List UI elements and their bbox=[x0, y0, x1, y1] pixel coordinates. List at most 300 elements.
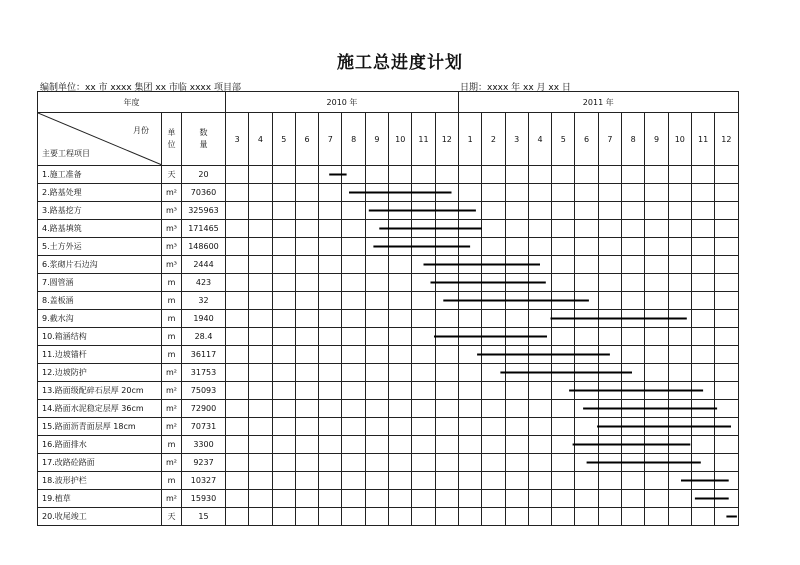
schedule-cell bbox=[715, 436, 738, 454]
schedule-cell bbox=[249, 490, 272, 508]
task-unit: m³ bbox=[162, 202, 182, 220]
month-header: 4 bbox=[249, 113, 272, 166]
schedule-cell bbox=[458, 274, 481, 292]
schedule-cell bbox=[342, 274, 365, 292]
schedule-cell bbox=[342, 382, 365, 400]
schedule-cell bbox=[482, 292, 505, 310]
schedule-cell bbox=[575, 328, 598, 346]
schedule-cell bbox=[435, 418, 458, 436]
schedule-cell bbox=[598, 166, 621, 184]
schedule-cell bbox=[668, 490, 691, 508]
schedule-cell bbox=[342, 418, 365, 436]
schedule-cell bbox=[365, 220, 388, 238]
schedule-cell bbox=[319, 490, 342, 508]
schedule-cell bbox=[389, 382, 412, 400]
task-name: 20.收尾竣工 bbox=[38, 508, 162, 526]
schedule-cell bbox=[365, 454, 388, 472]
schedule-cell bbox=[249, 256, 272, 274]
month-header: 1 bbox=[458, 113, 481, 166]
schedule-cell bbox=[412, 346, 435, 364]
schedule-cell bbox=[249, 508, 272, 526]
schedule-cell bbox=[458, 472, 481, 490]
month-header: 6 bbox=[295, 113, 318, 166]
schedule-cell bbox=[365, 364, 388, 382]
schedule-cell bbox=[482, 436, 505, 454]
schedule-cell bbox=[552, 238, 575, 256]
schedule-cell bbox=[575, 454, 598, 472]
schedule-cell bbox=[389, 184, 412, 202]
schedule-cell bbox=[482, 364, 505, 382]
schedule-cell bbox=[528, 184, 551, 202]
schedule-cell bbox=[458, 382, 481, 400]
schedule-cell bbox=[226, 166, 249, 184]
schedule-cell bbox=[319, 508, 342, 526]
schedule-cell bbox=[272, 166, 295, 184]
schedule-cell bbox=[435, 490, 458, 508]
task-name: 15.路面沥青面层厚 18cm bbox=[38, 418, 162, 436]
task-unit: m bbox=[162, 346, 182, 364]
schedule-cell bbox=[342, 238, 365, 256]
schedule-cell bbox=[365, 238, 388, 256]
task-unit: m² bbox=[162, 364, 182, 382]
schedule-cell bbox=[715, 400, 738, 418]
schedule-cell bbox=[226, 400, 249, 418]
schedule-cell bbox=[272, 310, 295, 328]
schedule-cell bbox=[505, 292, 528, 310]
task-unit: m bbox=[162, 274, 182, 292]
schedule-cell bbox=[319, 364, 342, 382]
schedule-cell bbox=[528, 508, 551, 526]
schedule-cell bbox=[435, 184, 458, 202]
schedule-cell bbox=[295, 346, 318, 364]
schedule-cell bbox=[226, 436, 249, 454]
schedule-cell bbox=[226, 472, 249, 490]
schedule-cell bbox=[715, 292, 738, 310]
schedule-cell bbox=[552, 490, 575, 508]
schedule-cell bbox=[365, 310, 388, 328]
schedule-cell bbox=[552, 310, 575, 328]
table-row bbox=[38, 400, 739, 418]
schedule-cell bbox=[575, 364, 598, 382]
schedule-cell bbox=[226, 256, 249, 274]
schedule-cell bbox=[575, 382, 598, 400]
schedule-cell bbox=[482, 346, 505, 364]
schedule-cell bbox=[528, 202, 551, 220]
task-unit: m bbox=[162, 310, 182, 328]
schedule-cell bbox=[272, 508, 295, 526]
schedule-cell bbox=[389, 454, 412, 472]
schedule-cell bbox=[528, 292, 551, 310]
schedule-cell bbox=[715, 184, 738, 202]
schedule-cell bbox=[645, 310, 668, 328]
task-quantity: 2444 bbox=[182, 256, 226, 274]
schedule-cell bbox=[435, 382, 458, 400]
month-header: 3 bbox=[226, 113, 249, 166]
schedule-cell bbox=[645, 202, 668, 220]
schedule-cell bbox=[389, 256, 412, 274]
schedule-cell bbox=[295, 220, 318, 238]
schedule-cell bbox=[505, 310, 528, 328]
schedule-cell bbox=[458, 184, 481, 202]
unit-header bbox=[162, 113, 182, 166]
schedule-cell bbox=[668, 166, 691, 184]
schedule-cell bbox=[249, 292, 272, 310]
schedule-cell bbox=[668, 454, 691, 472]
schedule-cell bbox=[622, 310, 645, 328]
month-header: 3 bbox=[505, 113, 528, 166]
task-quantity: 9237 bbox=[182, 454, 226, 472]
schedule-cell bbox=[715, 508, 738, 526]
schedule-cell bbox=[715, 346, 738, 364]
schedule-cell bbox=[295, 256, 318, 274]
table-row bbox=[38, 454, 739, 472]
schedule-cell bbox=[552, 418, 575, 436]
schedule-cell bbox=[552, 346, 575, 364]
schedule-cell bbox=[295, 310, 318, 328]
schedule-cell bbox=[412, 184, 435, 202]
schedule-cell bbox=[226, 490, 249, 508]
schedule-cell bbox=[226, 454, 249, 472]
schedule-cell bbox=[552, 400, 575, 418]
table-row bbox=[38, 292, 739, 310]
schedule-cell bbox=[482, 166, 505, 184]
diagonal-header-cell bbox=[38, 113, 162, 166]
schedule-cell bbox=[435, 310, 458, 328]
month-header: 12 bbox=[435, 113, 458, 166]
schedule-cell bbox=[622, 418, 645, 436]
schedule-cell bbox=[622, 166, 645, 184]
schedule-cell bbox=[412, 166, 435, 184]
schedule-cell bbox=[691, 472, 714, 490]
schedule-cell bbox=[342, 292, 365, 310]
schedule-cell bbox=[226, 382, 249, 400]
table-row bbox=[38, 472, 739, 490]
schedule-cell bbox=[528, 328, 551, 346]
task-name: 17.改路砼路面 bbox=[38, 454, 162, 472]
schedule-cell bbox=[598, 274, 621, 292]
schedule-cell bbox=[528, 472, 551, 490]
schedule-cell bbox=[645, 436, 668, 454]
task-name: 18.波形护栏 bbox=[38, 472, 162, 490]
schedule-cell bbox=[412, 220, 435, 238]
schedule-cell bbox=[319, 418, 342, 436]
schedule-cell bbox=[645, 490, 668, 508]
schedule-cell bbox=[249, 418, 272, 436]
schedule-cell bbox=[389, 274, 412, 292]
table-row bbox=[38, 328, 739, 346]
unit-header-text: 单位 bbox=[167, 128, 176, 149]
table-row bbox=[38, 238, 739, 256]
schedule-cell bbox=[691, 220, 714, 238]
schedule-cell bbox=[645, 220, 668, 238]
schedule-cell bbox=[342, 256, 365, 274]
schedule-cell bbox=[668, 310, 691, 328]
schedule-cell bbox=[435, 472, 458, 490]
schedule-cell bbox=[319, 274, 342, 292]
schedule-cell bbox=[249, 364, 272, 382]
schedule-cell bbox=[272, 490, 295, 508]
schedule-cell bbox=[505, 184, 528, 202]
schedule-cell bbox=[715, 238, 738, 256]
schedule-cell bbox=[342, 472, 365, 490]
schedule-cell bbox=[342, 328, 365, 346]
schedule-cell bbox=[226, 310, 249, 328]
schedule-cell bbox=[226, 202, 249, 220]
schedule-cell bbox=[226, 274, 249, 292]
schedule-cell bbox=[645, 364, 668, 382]
schedule-cell bbox=[295, 454, 318, 472]
schedule-cell bbox=[272, 292, 295, 310]
schedule-cell bbox=[715, 490, 738, 508]
schedule-cell bbox=[412, 454, 435, 472]
schedule-cell bbox=[226, 508, 249, 526]
schedule-cell bbox=[435, 220, 458, 238]
schedule-cell bbox=[295, 508, 318, 526]
schedule-cell bbox=[319, 238, 342, 256]
task-quantity: 20 bbox=[182, 166, 226, 184]
schedule-cell bbox=[598, 418, 621, 436]
task-quantity: 70360 bbox=[182, 184, 226, 202]
schedule-cell bbox=[458, 166, 481, 184]
schedule-cell bbox=[319, 292, 342, 310]
schedule-cell bbox=[622, 436, 645, 454]
schedule-cell bbox=[528, 418, 551, 436]
schedule-cell bbox=[668, 184, 691, 202]
month-header: 8 bbox=[622, 113, 645, 166]
schedule-cell bbox=[715, 274, 738, 292]
page-title: 施工总进度计划 bbox=[337, 53, 463, 73]
schedule-cell bbox=[622, 346, 645, 364]
schedule-cell bbox=[226, 220, 249, 238]
schedule-cell bbox=[575, 292, 598, 310]
schedule-cell bbox=[622, 328, 645, 346]
month-header: 5 bbox=[552, 113, 575, 166]
table-row bbox=[38, 220, 739, 238]
schedule-cell bbox=[249, 274, 272, 292]
schedule-cell bbox=[319, 184, 342, 202]
schedule-cell bbox=[575, 274, 598, 292]
schedule-cell bbox=[505, 238, 528, 256]
schedule-cell bbox=[319, 436, 342, 454]
task-quantity: 325963 bbox=[182, 202, 226, 220]
task-name: 5.土方外运 bbox=[38, 238, 162, 256]
schedule-cell bbox=[598, 400, 621, 418]
schedule-cell bbox=[715, 328, 738, 346]
schedule-cell bbox=[458, 508, 481, 526]
schedule-cell bbox=[622, 472, 645, 490]
table-row bbox=[38, 382, 739, 400]
schedule-cell bbox=[412, 328, 435, 346]
task-name: 10.箱涵结构 bbox=[38, 328, 162, 346]
schedule-cell bbox=[272, 436, 295, 454]
schedule-cell bbox=[598, 238, 621, 256]
schedule-cell bbox=[412, 472, 435, 490]
schedule-cell bbox=[505, 274, 528, 292]
schedule-cell bbox=[458, 400, 481, 418]
schedule-cell bbox=[668, 202, 691, 220]
schedule-cell bbox=[575, 436, 598, 454]
task-unit: m³ bbox=[162, 256, 182, 274]
schedule-cell bbox=[365, 292, 388, 310]
schedule-cell bbox=[482, 256, 505, 274]
schedule-cell bbox=[505, 166, 528, 184]
schedule-cell bbox=[715, 220, 738, 238]
task-name: 1.施工准备 bbox=[38, 166, 162, 184]
schedule-cell bbox=[435, 328, 458, 346]
schedule-cell bbox=[435, 436, 458, 454]
schedule-cell bbox=[482, 238, 505, 256]
task-quantity: 32 bbox=[182, 292, 226, 310]
task-quantity: 15930 bbox=[182, 490, 226, 508]
schedule-cell bbox=[552, 274, 575, 292]
schedule-cell bbox=[598, 508, 621, 526]
quantity-header bbox=[182, 113, 226, 166]
schedule-cell bbox=[412, 382, 435, 400]
schedule-cell bbox=[552, 292, 575, 310]
schedule-cell bbox=[715, 472, 738, 490]
schedule-cell bbox=[691, 490, 714, 508]
year-header-label: 年度 bbox=[38, 92, 226, 113]
schedule-cell bbox=[365, 436, 388, 454]
schedule-cell bbox=[715, 166, 738, 184]
task-unit: m² bbox=[162, 418, 182, 436]
task-quantity: 72900 bbox=[182, 400, 226, 418]
task-name: 4.路基填筑 bbox=[38, 220, 162, 238]
schedule-cell bbox=[668, 346, 691, 364]
month-header: 7 bbox=[319, 113, 342, 166]
table-row bbox=[38, 256, 739, 274]
task-unit: m² bbox=[162, 454, 182, 472]
schedule-cell bbox=[598, 292, 621, 310]
schedule-cell bbox=[505, 364, 528, 382]
schedule-cell bbox=[575, 400, 598, 418]
task-name: 6.浆砌片石边沟 bbox=[38, 256, 162, 274]
schedule-cell bbox=[389, 472, 412, 490]
schedule-cell bbox=[272, 202, 295, 220]
schedule-cell bbox=[389, 364, 412, 382]
schedule-cell bbox=[249, 310, 272, 328]
month-header: 9 bbox=[645, 113, 668, 166]
schedule-cell bbox=[645, 328, 668, 346]
schedule-cell bbox=[389, 328, 412, 346]
schedule-cell bbox=[505, 202, 528, 220]
schedule-cell bbox=[412, 202, 435, 220]
task-quantity: 70731 bbox=[182, 418, 226, 436]
schedule-cell bbox=[435, 166, 458, 184]
schedule-cell bbox=[342, 346, 365, 364]
schedule-cell bbox=[598, 454, 621, 472]
schedule-cell bbox=[622, 400, 645, 418]
schedule-cell bbox=[412, 436, 435, 454]
header-row-year bbox=[38, 92, 739, 113]
task-quantity: 1940 bbox=[182, 310, 226, 328]
schedule-cell bbox=[645, 184, 668, 202]
schedule-cell bbox=[249, 184, 272, 202]
schedule-cell bbox=[575, 184, 598, 202]
schedule-cell bbox=[412, 508, 435, 526]
schedule-cell bbox=[458, 328, 481, 346]
schedule-cell bbox=[272, 328, 295, 346]
schedule-cell bbox=[295, 238, 318, 256]
schedule-cell bbox=[622, 292, 645, 310]
schedule-cell bbox=[691, 508, 714, 526]
schedule-cell bbox=[272, 256, 295, 274]
schedule-cell bbox=[319, 220, 342, 238]
schedule-cell bbox=[715, 310, 738, 328]
task-quantity: 15 bbox=[182, 508, 226, 526]
schedule-cell bbox=[389, 400, 412, 418]
schedule-cell bbox=[598, 382, 621, 400]
month-header: 12 bbox=[715, 113, 738, 166]
task-quantity: 36117 bbox=[182, 346, 226, 364]
schedule-cell bbox=[552, 184, 575, 202]
month-header: 6 bbox=[575, 113, 598, 166]
schedule-cell bbox=[412, 490, 435, 508]
table-row bbox=[38, 436, 739, 454]
schedule-cell bbox=[226, 292, 249, 310]
schedule-cell bbox=[365, 346, 388, 364]
schedule-cell bbox=[295, 418, 318, 436]
schedule-cell bbox=[482, 328, 505, 346]
task-name: 7.圆管涵 bbox=[38, 274, 162, 292]
schedule-cell bbox=[482, 184, 505, 202]
schedule-cell bbox=[552, 364, 575, 382]
task-unit: m bbox=[162, 328, 182, 346]
schedule-cell bbox=[691, 436, 714, 454]
schedule-cell bbox=[458, 454, 481, 472]
schedule-cell bbox=[458, 256, 481, 274]
schedule-cell bbox=[598, 490, 621, 508]
schedule-cell bbox=[365, 166, 388, 184]
schedule-cell bbox=[295, 274, 318, 292]
task-quantity: 31753 bbox=[182, 364, 226, 382]
month-header: 11 bbox=[691, 113, 714, 166]
schedule-cell bbox=[505, 382, 528, 400]
schedule-cell bbox=[458, 310, 481, 328]
schedule-cell bbox=[295, 184, 318, 202]
schedule-cell bbox=[668, 274, 691, 292]
schedule-cell bbox=[528, 454, 551, 472]
task-name: 16.路面排水 bbox=[38, 436, 162, 454]
schedule-cell bbox=[319, 454, 342, 472]
schedule-cell bbox=[226, 418, 249, 436]
schedule-cell bbox=[319, 256, 342, 274]
schedule-cell bbox=[552, 202, 575, 220]
schedule-cell bbox=[458, 418, 481, 436]
schedule-cell bbox=[272, 382, 295, 400]
schedule-cell bbox=[272, 274, 295, 292]
schedule-cell bbox=[342, 184, 365, 202]
schedule-cell bbox=[691, 382, 714, 400]
schedule-cell bbox=[295, 382, 318, 400]
task-unit: m² bbox=[162, 490, 182, 508]
schedule-cell bbox=[435, 256, 458, 274]
schedule-cell bbox=[715, 202, 738, 220]
task-unit: m bbox=[162, 436, 182, 454]
schedule-cell bbox=[528, 220, 551, 238]
schedule-cell bbox=[272, 238, 295, 256]
schedule-cell bbox=[528, 364, 551, 382]
schedule-cell bbox=[365, 328, 388, 346]
schedule-cell bbox=[622, 490, 645, 508]
schedule-cell bbox=[365, 400, 388, 418]
schedule-cell bbox=[598, 436, 621, 454]
table-row bbox=[38, 418, 739, 436]
task-name: 14.路面水泥稳定层厚 36cm bbox=[38, 400, 162, 418]
schedule-cell bbox=[226, 184, 249, 202]
schedule-cell bbox=[482, 400, 505, 418]
schedule-cell bbox=[295, 202, 318, 220]
